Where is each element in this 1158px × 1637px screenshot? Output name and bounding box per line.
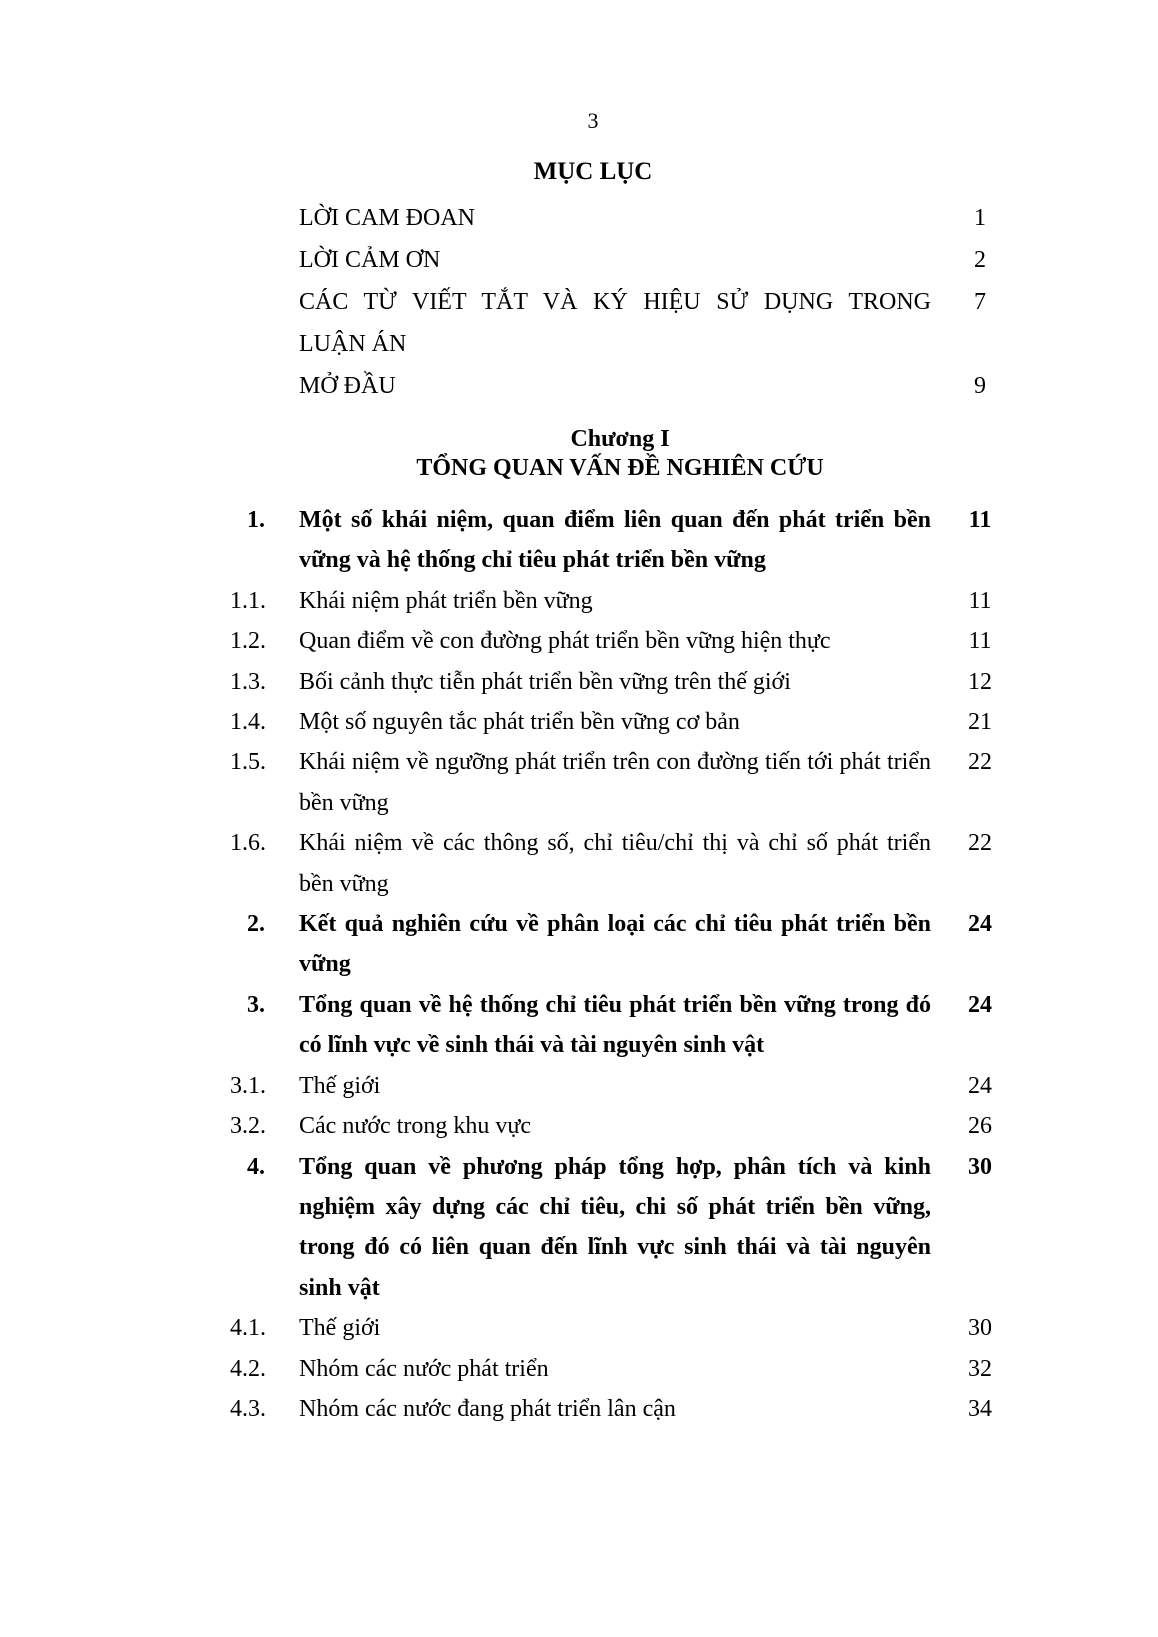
toc-entry-number: 1.6. (230, 830, 266, 857)
section-list (0, 500, 1158, 1429)
toc-entry[interactable] (0, 823, 1158, 904)
toc-entry[interactable] (0, 662, 1158, 702)
toc-entry-number: 1.5. (230, 749, 266, 776)
toc-entry-number: 3.1. (230, 1072, 266, 1099)
toc-entry-page: 30 (968, 1315, 992, 1342)
toc-entry-page: 2 (974, 247, 986, 273)
toc-entry-title: Thế giới (299, 1072, 381, 1099)
toc-entry-title: Tổng quan về phương pháp tổng hợp, phân tích và kinh nghiệm xây dựng các chỉ tiêu, chi số phát triển bền vững, trong đó có liên quan đến lĩnh vực sinh thái và tài nguyên sinh vật (299, 1153, 931, 1301)
toc-entry-title (299, 281, 931, 365)
toc-entry[interactable] (0, 702, 1158, 742)
toc-entry[interactable] (0, 985, 1158, 1066)
toc-title: MỤC LỤC (533, 158, 653, 185)
toc-entry-page: 11 (968, 507, 992, 533)
toc-entry[interactable] (0, 1147, 1158, 1309)
toc-entry-page: 24 (968, 991, 992, 1018)
toc-entry-page: 30 (968, 1153, 992, 1180)
toc-entry-page: 22 (968, 830, 992, 857)
toc-entry[interactable] (0, 239, 1158, 281)
toc-entry[interactable] (0, 1308, 1158, 1348)
toc-entry-title: Tổng quan về hệ thống chỉ tiêu phát triển bền vững trong đó có lĩnh vực về sinh thái và tài nguyên sinh vật (299, 991, 931, 1059)
toc-entry-page: 9 (974, 373, 986, 399)
toc-entry-page: 12 (968, 668, 992, 695)
toc-entry-title: LỜI CAM ĐOAN (299, 205, 475, 231)
toc-entry-number: 1.2. (230, 628, 266, 655)
toc-entry-page: 24 (968, 1072, 992, 1099)
chapter-title: TỔNG QUAN VẤN ĐỀ NGHIÊN CỨU (416, 455, 824, 481)
toc-entry-page: 24 (968, 911, 992, 938)
toc-entry-number: 4.1. (230, 1315, 266, 1342)
toc-entry-title: MỞ ĐẦU (299, 373, 396, 399)
toc-entry-number: 3.2. (230, 1113, 266, 1140)
toc-entry-title: Khái niệm về ngưỡng phát triển trên con đường tiến tới phát triển bền vững (299, 749, 931, 816)
toc-entry[interactable] (0, 581, 1158, 621)
toc-entry[interactable] (0, 197, 1158, 239)
toc-entry-title-line2: LUẬN ÁN (299, 331, 407, 357)
toc-entry-page: 34 (968, 1395, 992, 1422)
toc-entry-number: 3. (247, 991, 265, 1018)
toc-entry-page: 22 (968, 749, 992, 776)
toc-entry-page: 21 (968, 709, 992, 736)
toc-entry-page: 11 (968, 587, 992, 614)
page-number: 3 (587, 108, 599, 133)
toc-entry-number: 2. (247, 911, 265, 938)
toc-entry-number: 1. (247, 507, 265, 533)
chapter-heading (0, 425, 1158, 483)
toc-entry-title: Thế giới (299, 1315, 381, 1342)
toc-entry[interactable] (0, 365, 1158, 407)
toc-entry[interactable] (0, 281, 1158, 365)
toc-entry[interactable] (0, 621, 1158, 661)
front-matter-list (0, 197, 1158, 407)
toc-entry-page: 26 (968, 1113, 992, 1140)
toc-entry-number: 4. (247, 1153, 265, 1180)
toc-entry-page: 32 (968, 1355, 992, 1382)
toc-entry-number: 4.2. (230, 1355, 266, 1382)
toc-entry-title: Kết quả nghiên cứu về phân loại các chỉ tiêu phát triển bền vững (299, 911, 931, 978)
toc-entry-number: 1.1. (230, 587, 266, 614)
toc-entry-title: Nhóm các nước đang phát triển lân cận (299, 1395, 676, 1422)
toc-entry-page: 11 (968, 628, 992, 655)
toc-entry-title-line1: CÁC TỪ VIẾT TẮT VÀ KÝ HIỆU SỬ DỤNG TRONG (299, 289, 931, 315)
toc-entry[interactable] (0, 1349, 1158, 1389)
toc-entry-title: Khái niệm về các thông số, chỉ tiêu/chỉ thị và chỉ số phát triển bền vững (299, 830, 931, 897)
toc-entry[interactable] (0, 904, 1158, 985)
toc-entry-title: Một số nguyên tắc phát triển bền vững cơ bản (299, 709, 740, 736)
toc-entry[interactable] (0, 500, 1158, 581)
toc-entry-page: 1 (974, 205, 986, 231)
toc-entry-number: 4.3. (230, 1395, 266, 1422)
toc-entry-title: Khái niệm phát triển bền vững (299, 587, 593, 614)
toc-entry-title: Các nước trong khu vực (299, 1113, 531, 1140)
chapter-label: Chương I (570, 426, 670, 452)
toc-entry-title: Bối cảnh thực tiễn phát triển bền vững trên thế giới (299, 668, 791, 695)
toc-entry-page: 7 (974, 289, 986, 315)
toc-entry-title: LỜI CẢM ƠN (299, 247, 441, 273)
toc-entry-number: 1.3. (230, 668, 266, 695)
toc-entry-title: Quan điểm về con đường phát triển bền vững hiện thực (299, 628, 831, 655)
toc-entry[interactable] (0, 1066, 1158, 1106)
toc-entry[interactable] (0, 1389, 1158, 1429)
toc-entry[interactable] (0, 1106, 1158, 1146)
toc-entry-title: Một số khái niệm, quan điểm liên quan đến phát triển bền vững và hệ thống chỉ tiêu phát triển bền vững (299, 507, 931, 574)
toc-entry-number: 1.4. (230, 709, 266, 736)
toc-entry[interactable] (0, 742, 1158, 823)
toc-entry-title: Nhóm các nước phát triển (299, 1355, 549, 1382)
